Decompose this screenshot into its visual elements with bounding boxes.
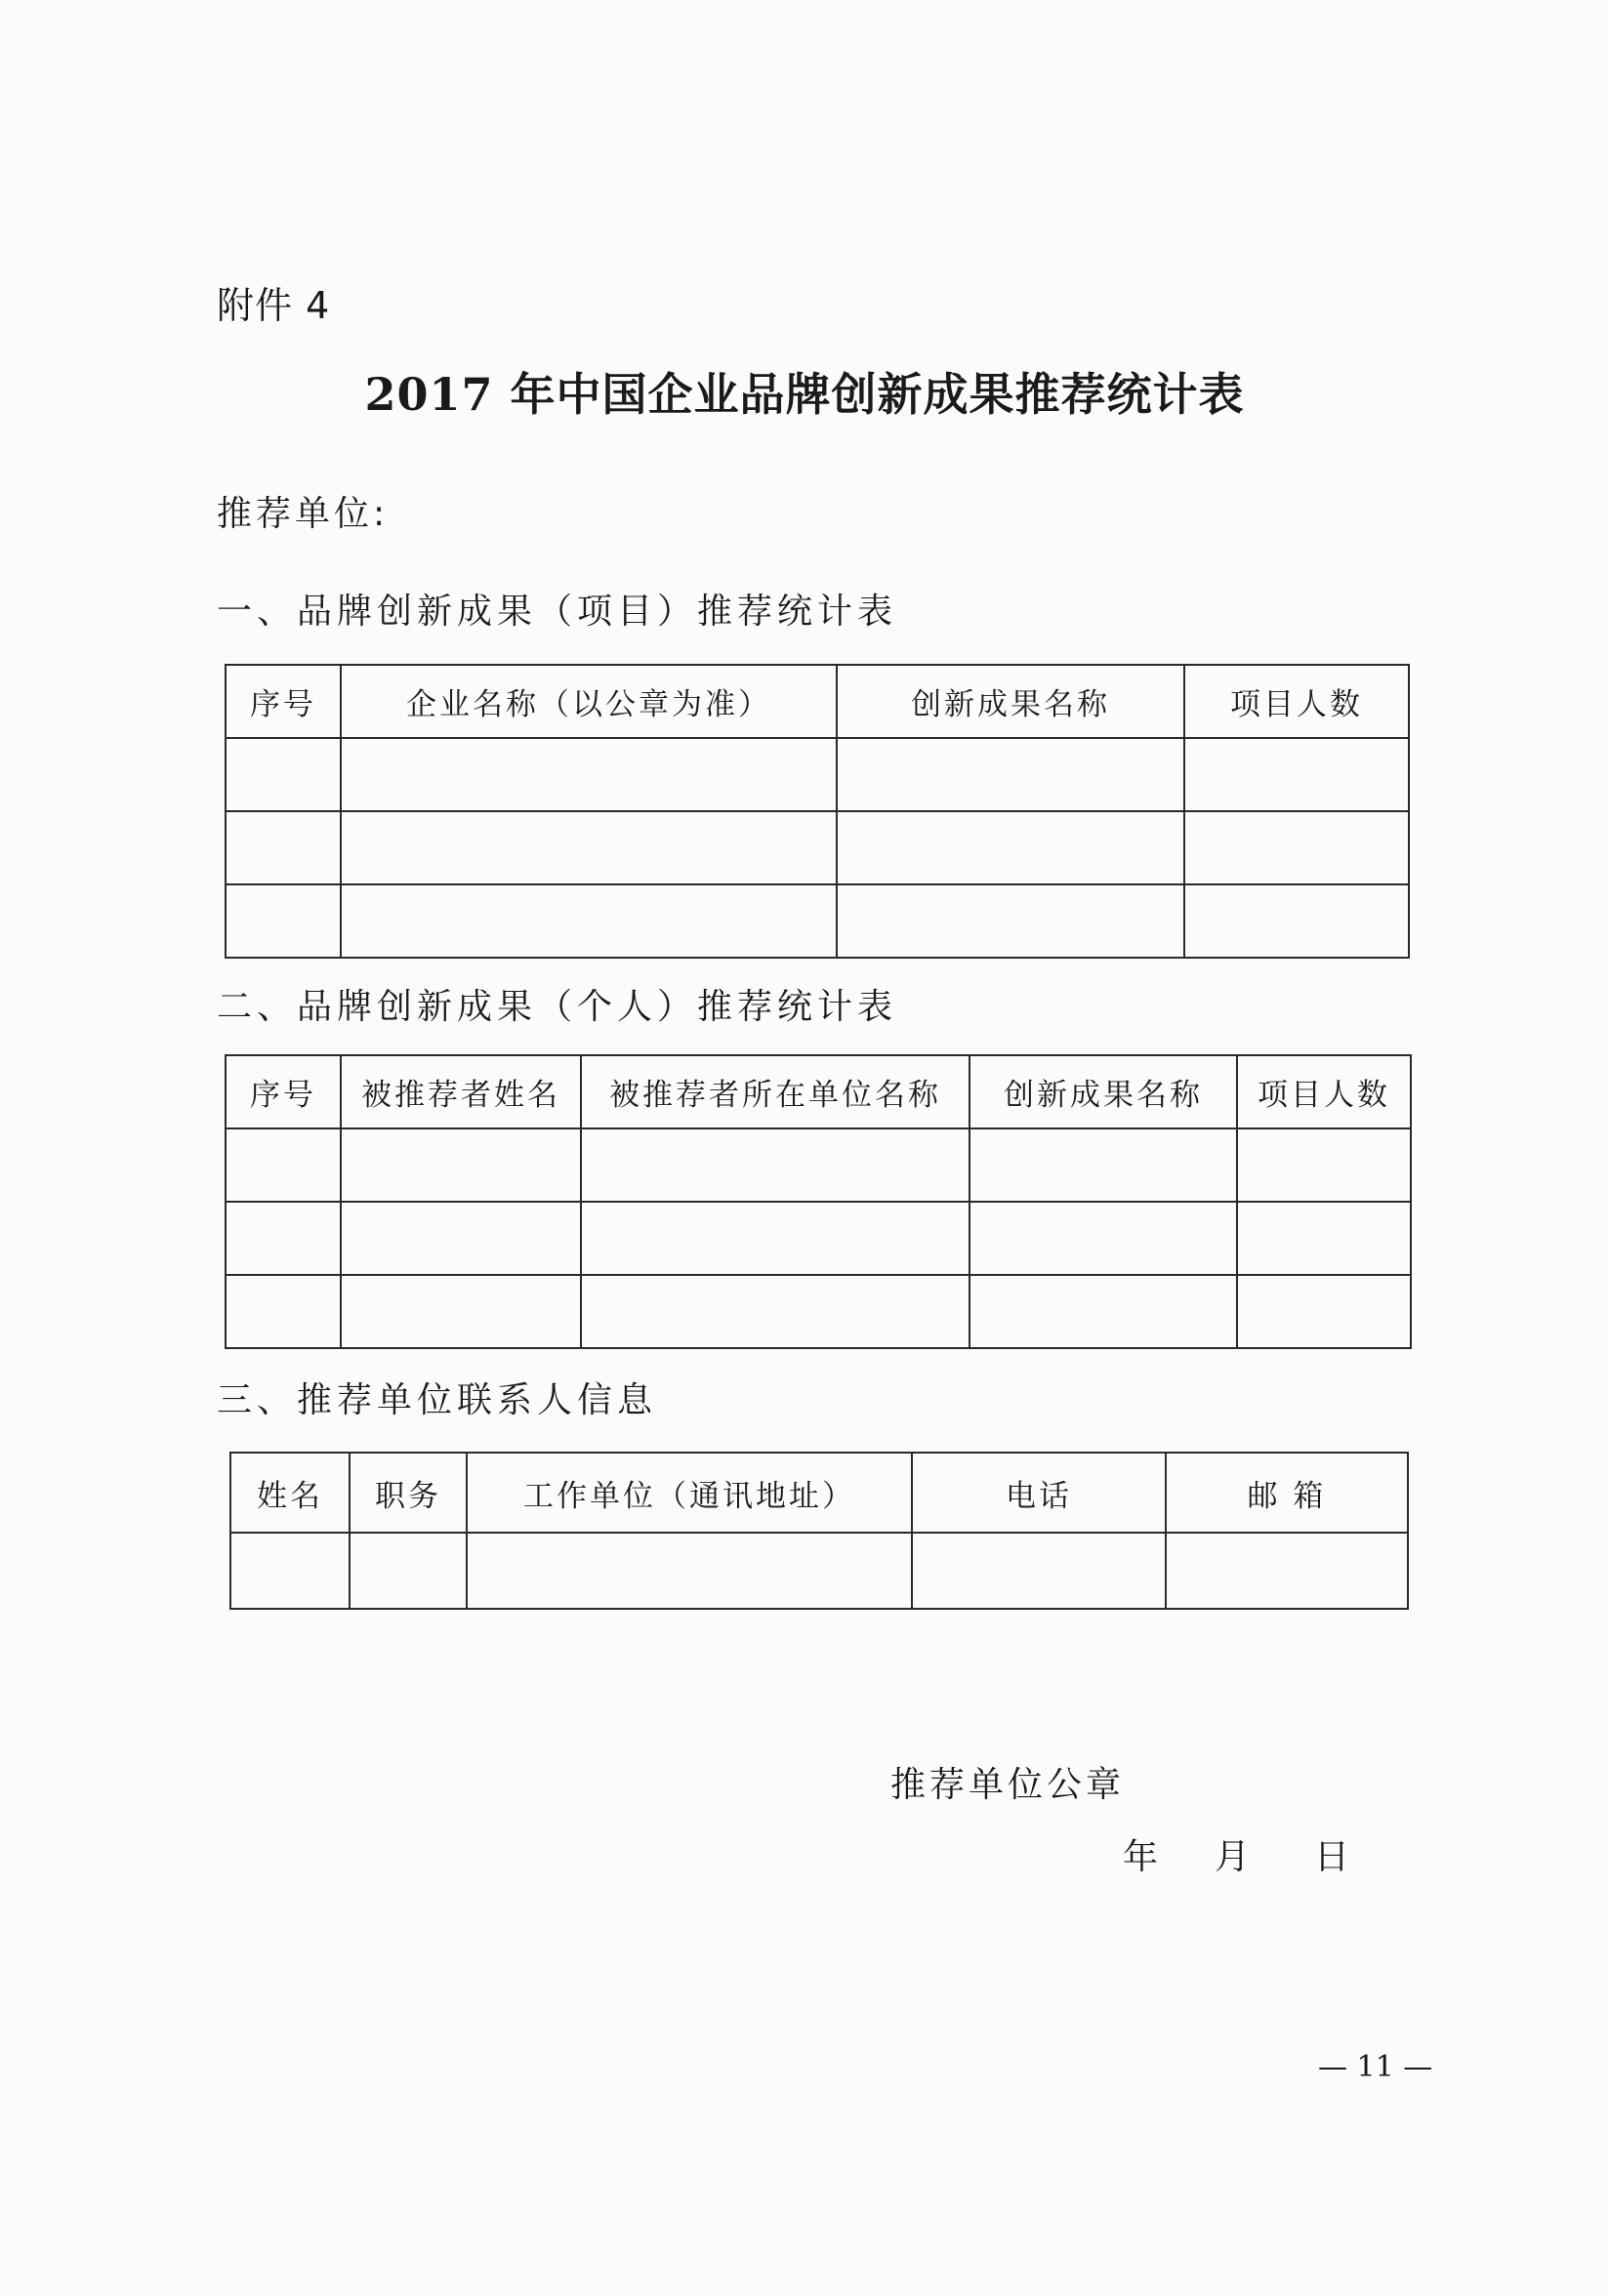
table-header-row — [226, 1055, 1411, 1128]
page-number: — 11 — — [1318, 2050, 1433, 2084]
document-title: 2017 年中国企业品牌创新成果推荐统计表 — [364, 368, 1245, 421]
column-header-work-unit-address: 工作单位（通讯地址） — [467, 1453, 912, 1533]
column-header-nominee-name: 被推荐者姓名 — [341, 1055, 581, 1128]
section3-heading: 三、推荐单位联系人信息 — [217, 1380, 658, 1420]
table-row — [226, 811, 1409, 884]
table-cell[interactable] — [581, 1128, 970, 1202]
table-cell[interactable] — [350, 1533, 467, 1609]
column-header-index: 序号 — [226, 665, 341, 738]
table-cell[interactable] — [341, 811, 837, 884]
table-cell[interactable] — [1237, 1128, 1411, 1202]
table-cell[interactable] — [226, 1275, 341, 1348]
table-cell[interactable] — [226, 1128, 341, 1202]
project-recommendation-table — [225, 664, 1410, 959]
table-cell[interactable] — [1166, 1533, 1408, 1609]
table-cell[interactable] — [1237, 1202, 1411, 1275]
table-cell[interactable] — [581, 1202, 970, 1275]
section2-heading: 二、品牌创新成果（个人）推荐统计表 — [217, 987, 898, 1027]
individual-recommendation-table — [225, 1054, 1412, 1349]
table-header-row — [226, 665, 1409, 738]
table-cell[interactable] — [970, 1128, 1237, 1202]
table-cell[interactable] — [1184, 884, 1409, 958]
table-cell[interactable] — [226, 1202, 341, 1275]
seal-label: 推荐单位公章 — [890, 1765, 1126, 1805]
table-cell[interactable] — [226, 738, 341, 811]
column-header-achievement-name: 创新成果名称 — [970, 1055, 1237, 1128]
contact-info-table — [229, 1452, 1409, 1610]
table-cell[interactable] — [341, 1275, 581, 1348]
date-day-label: 日 — [1314, 1837, 1350, 1877]
table-cell[interactable] — [230, 1533, 350, 1609]
table-header-row — [230, 1453, 1408, 1533]
table-cell[interactable] — [837, 811, 1184, 884]
table-cell[interactable] — [912, 1533, 1166, 1609]
table-row — [226, 1275, 1411, 1348]
column-header-project-headcount: 项目人数 — [1184, 665, 1409, 738]
table-cell[interactable] — [837, 884, 1184, 958]
section1-heading: 一、品牌创新成果（项目）推荐统计表 — [217, 592, 898, 632]
table-row — [230, 1533, 1408, 1609]
table-cell[interactable] — [1184, 738, 1409, 811]
date-month-label: 月 — [1215, 1837, 1251, 1877]
table-cell[interactable] — [226, 884, 341, 958]
table-cell[interactable] — [341, 1128, 581, 1202]
table-cell[interactable] — [341, 738, 837, 811]
column-header-company-name: 企业名称（以公章为准） — [341, 665, 837, 738]
table-cell[interactable] — [1184, 811, 1409, 884]
recommending-unit-label: 推荐单位: — [217, 494, 390, 534]
column-header-email: 邮 箱 — [1166, 1453, 1408, 1533]
table-row — [226, 738, 1409, 811]
column-header-index: 序号 — [226, 1055, 341, 1128]
table-row — [226, 1202, 1411, 1275]
table-cell[interactable] — [341, 1202, 581, 1275]
attachment-label: 附件 4 — [217, 284, 331, 327]
table-cell[interactable] — [1237, 1275, 1411, 1348]
table-cell[interactable] — [341, 884, 837, 958]
table-cell[interactable] — [581, 1275, 970, 1348]
table-cell[interactable] — [837, 738, 1184, 811]
table-cell[interactable] — [467, 1533, 912, 1609]
table-cell[interactable] — [970, 1202, 1237, 1275]
column-header-position: 职务 — [350, 1453, 467, 1533]
column-header-name: 姓名 — [230, 1453, 350, 1533]
table-row — [226, 1128, 1411, 1202]
column-header-achievement-name: 创新成果名称 — [837, 665, 1184, 738]
column-header-project-headcount: 项目人数 — [1237, 1055, 1411, 1128]
column-header-phone: 电话 — [912, 1453, 1166, 1533]
table-cell[interactable] — [226, 811, 341, 884]
date-year-label: 年 — [1123, 1837, 1159, 1877]
table-row — [226, 884, 1409, 958]
table-cell[interactable] — [970, 1275, 1237, 1348]
column-header-nominee-unit: 被推荐者所在单位名称 — [581, 1055, 970, 1128]
